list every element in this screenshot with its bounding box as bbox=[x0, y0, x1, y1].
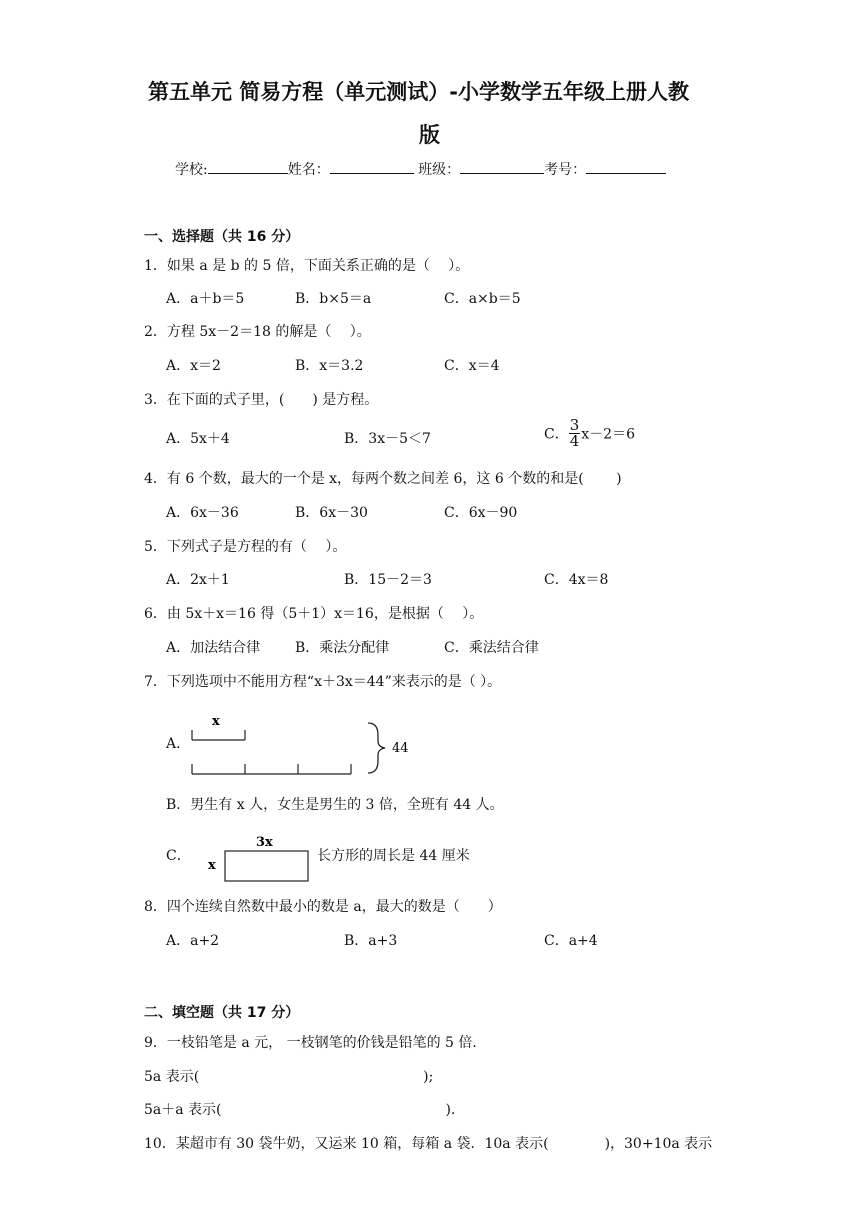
q2-option-a: A．x＝2 bbox=[166, 358, 221, 374]
rectangle-shape bbox=[225, 851, 308, 881]
q1-option-a: A．a＋b＝5 bbox=[166, 291, 245, 307]
segment-total-label: 44 bbox=[392, 741, 409, 756]
name-label: 姓名： bbox=[287, 162, 330, 178]
q2-option-b: B．x＝3.2 bbox=[295, 358, 364, 374]
q9-blank-line1[interactable]: 5a 表示( ); bbox=[144, 1069, 434, 1085]
q7-option-b: B．男生有 x 人，女生是男生的 3 倍，全班有 44 人。 bbox=[166, 797, 504, 813]
q4-option-b: B．6x－30 bbox=[295, 505, 368, 521]
q8-option-a: A．a+2 bbox=[166, 933, 220, 949]
page-title-line1: 第五单元 简易方程（单元测试）-小学数学五年级上册人教 bbox=[148, 80, 690, 104]
q7-option-c-label: C． bbox=[166, 848, 191, 864]
q3-option-c-prefix: C． bbox=[544, 426, 569, 443]
q5-stem: 5．下列式子是方程的有（ ）。 bbox=[144, 539, 347, 555]
q6-option-b: B．乘法分配律 bbox=[295, 640, 390, 656]
q5-option-a: A．2x＋1 bbox=[166, 572, 230, 588]
number-blank[interactable] bbox=[586, 159, 666, 174]
three-quarters-fraction bbox=[569, 418, 581, 449]
section2-heading: 二、填空题（共 17 分） bbox=[144, 1005, 300, 1021]
q9-blank-line2[interactable]: 5a＋a 表示( )． bbox=[144, 1102, 465, 1118]
page-title-line2: 版 bbox=[419, 123, 440, 147]
school-label: 学校: bbox=[175, 162, 208, 178]
q1-option-c: C．a×b＝5 bbox=[444, 291, 521, 307]
q4-option-a: A．6x－36 bbox=[166, 505, 239, 521]
q8-option-b: B．a+3 bbox=[344, 933, 398, 949]
q7-option-a-label: A． bbox=[166, 736, 191, 752]
q3-option-c-suffix: x－2＝6 bbox=[581, 426, 635, 443]
q7-option-c-text: 长方形的周长是 44 厘米 bbox=[317, 848, 470, 864]
fraction-denominator: 4 bbox=[569, 432, 580, 450]
q3-stem: 3．在下面的式子里，( ) 是方程。 bbox=[144, 392, 379, 408]
segment-diagram bbox=[186, 708, 426, 780]
class-blank[interactable] bbox=[460, 159, 544, 174]
q8-option-c: C．a+4 bbox=[544, 933, 598, 949]
rectangle-diagram bbox=[200, 830, 316, 886]
short-segment bbox=[192, 730, 245, 740]
q9-stem: 9．一枝铅笔是 a 元， 一枝钢笔的价钱是铅笔的 5 倍． bbox=[144, 1035, 487, 1051]
rect-length-label: 3x bbox=[256, 835, 273, 850]
number-label: 考号： bbox=[544, 162, 587, 178]
q4-option-c: C．6x－90 bbox=[444, 505, 518, 521]
segment-x-label: x bbox=[212, 714, 220, 729]
q7-stem: 7．下列选项中不能用方程“x＋3x＝44”来表示的是（ ）。 bbox=[144, 674, 502, 690]
q3-option-a: A．5x＋4 bbox=[166, 431, 230, 447]
q1-option-b: B．b×5＝a bbox=[295, 291, 372, 307]
q5-option-b: B．15－2＝3 bbox=[344, 572, 432, 588]
curly-brace-icon bbox=[368, 723, 385, 773]
q5-option-c: C．4x＝8 bbox=[544, 572, 609, 588]
school-blank[interactable] bbox=[208, 159, 288, 174]
q6-stem: 6．由 5x＋x＝16 得（5＋1）x＝16，是根据（ ）。 bbox=[144, 606, 484, 622]
q3-option-c bbox=[544, 418, 635, 449]
rect-width-label: x bbox=[208, 858, 216, 873]
long-segment bbox=[192, 764, 351, 774]
class-label: 班级： bbox=[418, 162, 461, 178]
q8-stem: 8．四个连续自然数中最小的数是 a，最大的数是（ ） bbox=[144, 899, 502, 915]
fraction-numerator: 3 bbox=[569, 416, 580, 434]
q1-stem: 1．如果 a 是 b 的 5 倍，下面关系正确的是（ ）。 bbox=[144, 258, 470, 274]
q4-stem: 4．有 6 个数，最大的一个是 x，每两个数之间差 6，这 6 个数的和是( ) bbox=[144, 471, 622, 487]
student-info-line bbox=[175, 159, 666, 179]
q6-option-a: A．加法结合律 bbox=[166, 640, 261, 656]
q3-option-b: B．3x－5＜7 bbox=[344, 431, 431, 447]
section1-heading: 一、选择题（共 16 分） bbox=[144, 229, 300, 245]
name-blank[interactable] bbox=[330, 159, 414, 174]
q2-stem: 2．方程 5x－2＝18 的解是（ ）。 bbox=[144, 324, 371, 340]
q2-option-c: C．x＝4 bbox=[444, 358, 500, 374]
q6-option-c: C．乘法结合律 bbox=[444, 640, 539, 656]
q10-stem: 10．某超市有 30 袋牛奶，又运来 10 箱，每箱 a 袋．10a 表示( )，30+10a 表示 bbox=[144, 1136, 713, 1152]
